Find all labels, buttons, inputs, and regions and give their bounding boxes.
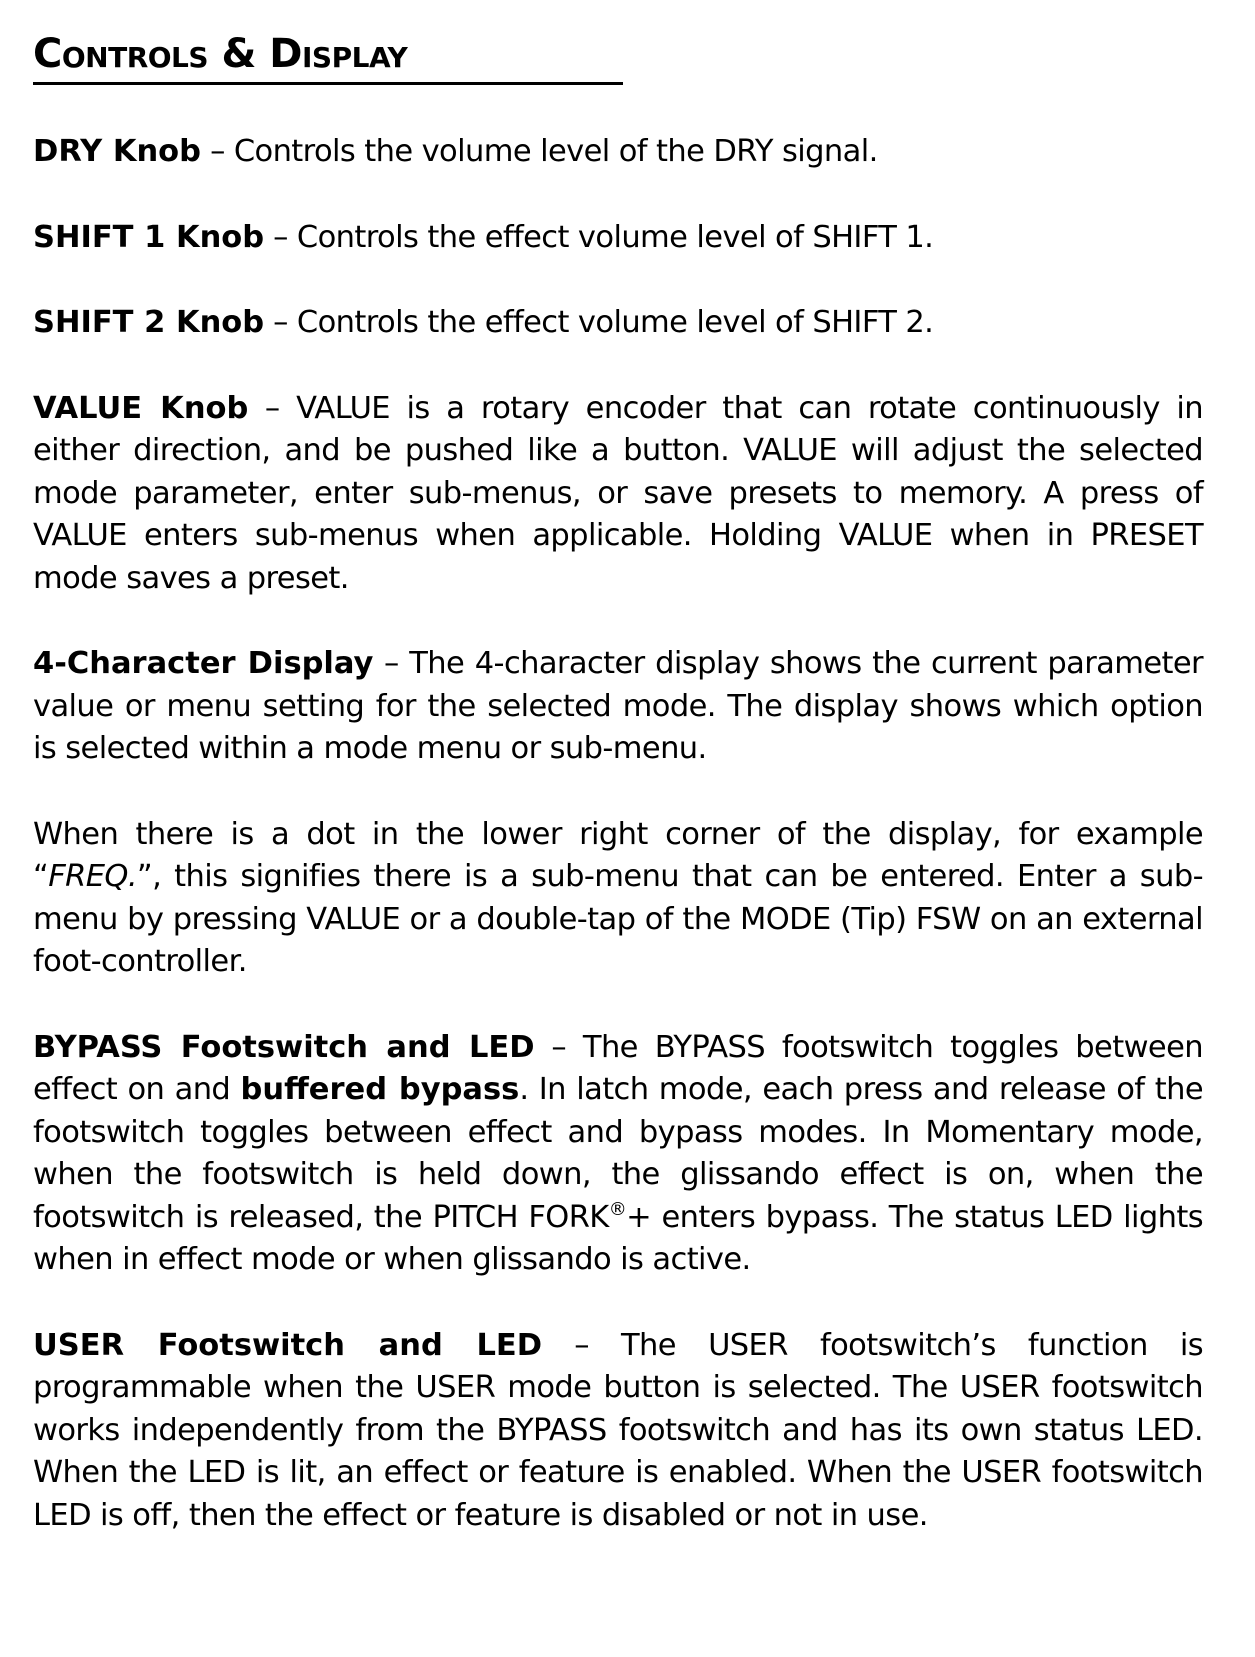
- section-heading: [33, 28, 623, 85]
- desc-shift2-knob: – Controls the effect volume level of SHIFT 2.: [264, 305, 934, 340]
- paragraph-bypass-footswitch: [33, 1027, 1203, 1282]
- term-shift1-knob: SHIFT 1 Knob: [33, 219, 265, 255]
- desc-bypass-1: – The BYPASS footswitch toggles between effect on and: [33, 1029, 1203, 1107]
- desc-user-footswitch: – The USER footswitch’s function is programmable when the USER mode button is selected. The USER footswitch works independently from the BYPASS footswitch and has its own status LED. When the LED is lit, an effect or feature is enabled. When the USER footswitch LED is off, then the effect or feature is disabled or not in use.: [33, 1327, 1204, 1533]
- desc-bypass-3: + enters bypass. The status LED lights when in effect mode or when glissando is active.: [33, 1199, 1203, 1277]
- desc-dot-before: When there is a dot in the lower right corner of the display, for example “: [33, 816, 1203, 894]
- desc-dot-after: ”, this signifies there is a sub-menu that can be entered. Enter a sub-menu by pressing VALUE or a double-tap of the MODE (Tip) FSW on an external foot-controller.: [33, 859, 1203, 979]
- paragraph-user-footswitch: [33, 1325, 1203, 1538]
- desc-dry-knob: – Controls the volume level of the DRY signal.: [200, 134, 878, 169]
- term-bypass-footswitch: BYPASS Footswitch and LED: [33, 1029, 535, 1065]
- example-freq: FREQ.: [48, 859, 137, 894]
- term-value-knob: VALUE Knob: [33, 390, 249, 426]
- emphasis-buffered-bypass: buffered bypass: [240, 1072, 520, 1107]
- term-shift2-knob: SHIFT 2 Knob: [33, 305, 265, 340]
- paragraph-shift1-knob: [33, 217, 1203, 260]
- paragraph-display-dot: [33, 814, 1203, 984]
- paragraph-shift2-knob: [33, 302, 1203, 345]
- term-user-footswitch: USER Footswitch and LED: [33, 1327, 543, 1363]
- paragraph-dry-knob: [33, 131, 1203, 174]
- desc-shift1-knob: – Controls the effect volume level of SHIFT 1.: [264, 219, 934, 255]
- page-title: Controls & Display: [33, 31, 408, 77]
- paragraph-value-knob: [33, 388, 1203, 601]
- term-4-character-display: 4-Character Display: [33, 646, 374, 681]
- paragraph-4-character-display: [33, 643, 1203, 771]
- manual-page: [33, 28, 1203, 1580]
- desc-bypass-2: . In latch mode, each press and release of the footswitch toggles between effect and bypass modes. In Momentary mode, when the footswitch is held down, the glissando effect is on, when the footswitch is released, the PITCH FORK: [33, 1072, 1203, 1235]
- desc-value-knob: – VALUE is a rotary encoder that can rotate continuously in either direction, and be pushed like a button. VALUE will adjust the selected mode parameter, enter sub-menus, or save presets to memory. A press of VALUE enters sub-menus when applicable. Holding VALUE when in PRESET mode saves a preset.: [33, 390, 1204, 596]
- desc-4-character-display: – The 4-character display shows the current parameter value or menu setting for the selected mode. The display shows which option is selected within a mode menu or sub-menu.: [33, 646, 1203, 766]
- term-dry-knob: DRY Knob: [33, 134, 201, 169]
- registered-mark: ®: [608, 1198, 627, 1220]
